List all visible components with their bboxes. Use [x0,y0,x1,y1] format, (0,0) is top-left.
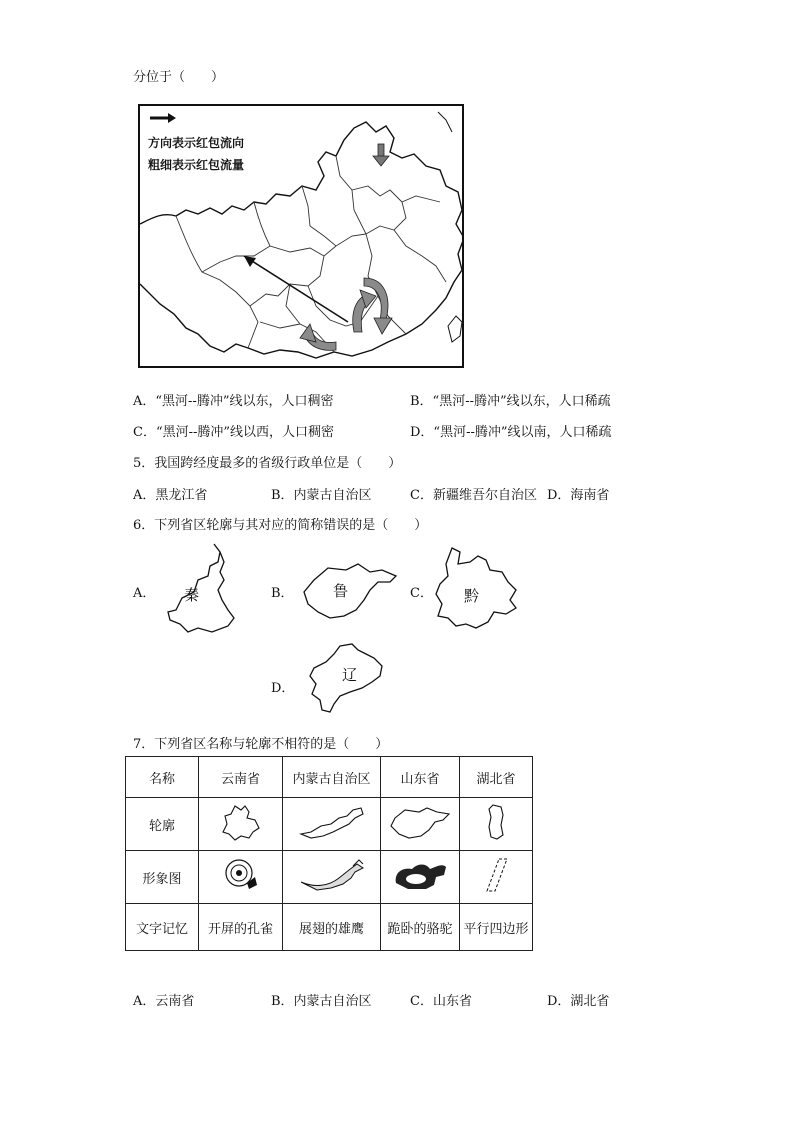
table-cell-province: 湖北省 [460,757,533,798]
q6-stem: 6．下列省区轮廓与其对应的简称错误的是（ ） [133,518,428,533]
q4-option-c[interactable]: C．“黑河--腾冲”线以西，人口稠密 [133,425,335,440]
q5-option-a[interactable]: A．黑龙江省 [133,488,208,503]
q7-stem: 7．下列省区名称与轮廓不相符的是（ ） [133,737,389,752]
table-header-name: 名称 [126,757,199,798]
q6-abbr-qin: 秦 [184,586,200,604]
q4-option-a[interactable]: A．“黑河--腾冲”线以东，人口稠密 [133,394,334,409]
q4-stem-tail: 分位于（ ） [133,70,225,85]
q7-option-c[interactable]: C．山东省 [410,994,472,1009]
q7-option-b[interactable]: B．内蒙古自治区 [271,994,372,1009]
red-envelope-flow-map [138,104,464,368]
table-cell-memory: 开屏的孔雀 [199,904,283,951]
q6-option-c[interactable]: C． [410,586,433,601]
table-cell-province: 内蒙古自治区 [283,757,381,798]
eagle-icon [283,851,381,904]
shandong-outline-shape [300,558,400,624]
shandong-outline-icon [381,798,460,851]
q6-option-a[interactable]: A． [133,586,156,601]
yunnan-outline-icon [199,798,283,851]
map-legend-thickness: 粗细表示红包流量 [148,158,245,172]
q6-option-b[interactable]: B． [271,586,294,601]
peacock-icon [199,851,283,904]
q7-option-d[interactable]: D．湖北省 [547,994,610,1009]
q4-option-b[interactable]: B．“黑河--腾冲”线以东，人口稀疏 [410,394,611,409]
table-header-outline: 轮廓 [126,798,199,851]
table-header-memory: 文字记忆 [126,904,199,951]
legend-arrow-icon [150,113,176,123]
flow-arrow-north [373,144,389,166]
inner-mongolia-outline-icon [283,798,381,851]
table-cell-memory: 展翅的雄鹰 [283,904,381,951]
table-cell-memory: 平行四边形 [460,904,533,951]
q5-option-d[interactable]: D．海南省 [547,488,610,503]
shaanxi-outline-shape [158,540,248,635]
table-header-image: 形象图 [126,851,199,904]
table-cell-province: 云南省 [199,757,283,798]
flow-arrow-west [244,256,348,322]
map-legend-direction: 方向表示红包流向 [148,136,245,150]
q6-abbr-lu: 鲁 [333,582,349,600]
camel-icon [381,851,460,904]
hubei-outline-icon [460,798,533,851]
q5-option-b[interactable]: B．内蒙古自治区 [271,488,372,503]
q6-abbr-qian: 黔 [464,587,480,605]
q7-option-a[interactable]: A．云南省 [133,994,195,1009]
flow-arrow-curved [300,278,392,350]
q6-abbr-liao: 辽 [342,666,358,684]
province-table [125,756,533,951]
q4-option-d[interactable]: D．“黑河--腾冲”线以南，人口稀疏 [410,425,612,440]
q6-option-d[interactable]: D． [271,681,295,696]
q5-stem: 5．我国跨经度最多的省级行政单位是（ ） [133,456,402,471]
parallelogram-icon [460,851,533,904]
table-cell-province: 山东省 [381,757,460,798]
table-cell-memory: 跪卧的骆驼 [381,904,460,951]
q5-option-c[interactable]: C．新疆维吾尔自治区 [410,488,537,503]
